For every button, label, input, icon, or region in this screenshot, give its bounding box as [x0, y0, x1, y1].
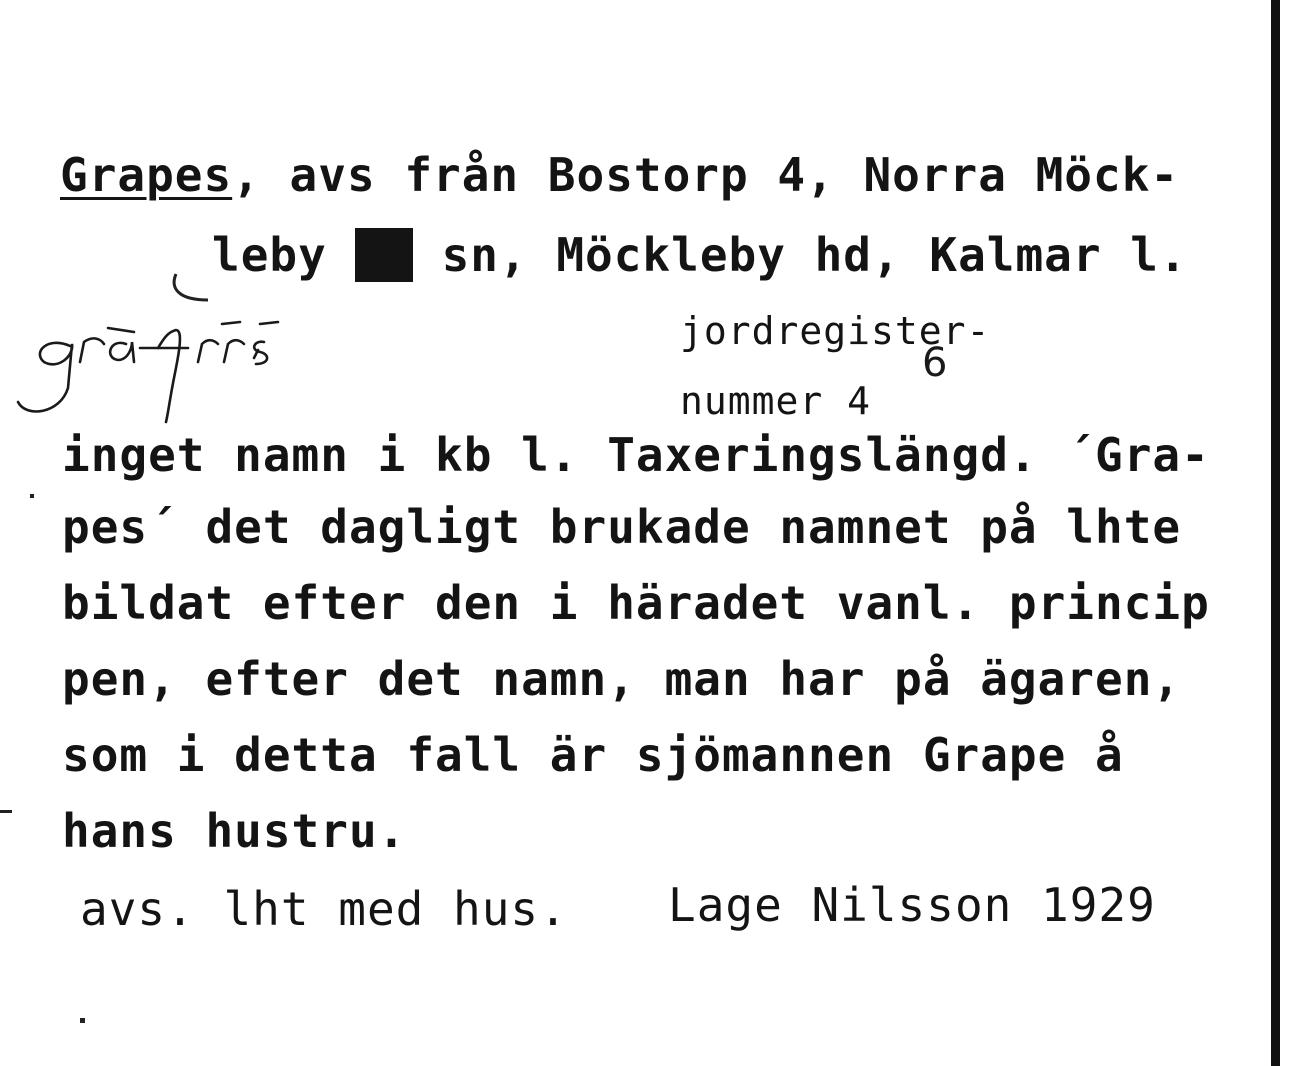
handwritten-name: [8, 318, 338, 428]
location-line: [212, 228, 1188, 282]
card-right-edge: [1271, 0, 1280, 1066]
body-line: inget namn i kb l. Taxeringslängd. ´Gra-: [62, 428, 1210, 482]
body-line: pes´ det dagligt brukade namnet på lhte: [62, 500, 1182, 554]
margin-mark: [0, 810, 12, 813]
speck: [80, 1018, 85, 1023]
body-line: pen, efter det namn, man har på ägaren,: [62, 652, 1182, 706]
body-line: som i detta fall är sjömannen Grape å: [62, 728, 1124, 782]
footer-signature: Lage Nilsson 1929: [668, 878, 1156, 932]
location-rest: sn, Möckleby hd, Kalmar l.: [412, 228, 1188, 282]
body-line: bildat efter den i häradet vanl. princip: [62, 576, 1210, 630]
bracket-mark: [168, 270, 218, 306]
jordregister-line: jordregister-: [680, 309, 991, 353]
footer-note: avs. lht med hus.: [80, 882, 568, 936]
location-start: leby: [212, 228, 356, 282]
heading-line: [60, 148, 1180, 202]
headword: Grapes: [60, 148, 233, 202]
body-line: hans hustru.: [62, 804, 407, 858]
heading-rest: , avs från Bostorp 4, Norra Möck-: [232, 148, 1180, 202]
struck-text: hd: [355, 228, 413, 282]
speck: [30, 494, 34, 498]
nummer-superscript: 6: [922, 340, 948, 386]
nummer-line: nummer 4: [680, 379, 872, 423]
